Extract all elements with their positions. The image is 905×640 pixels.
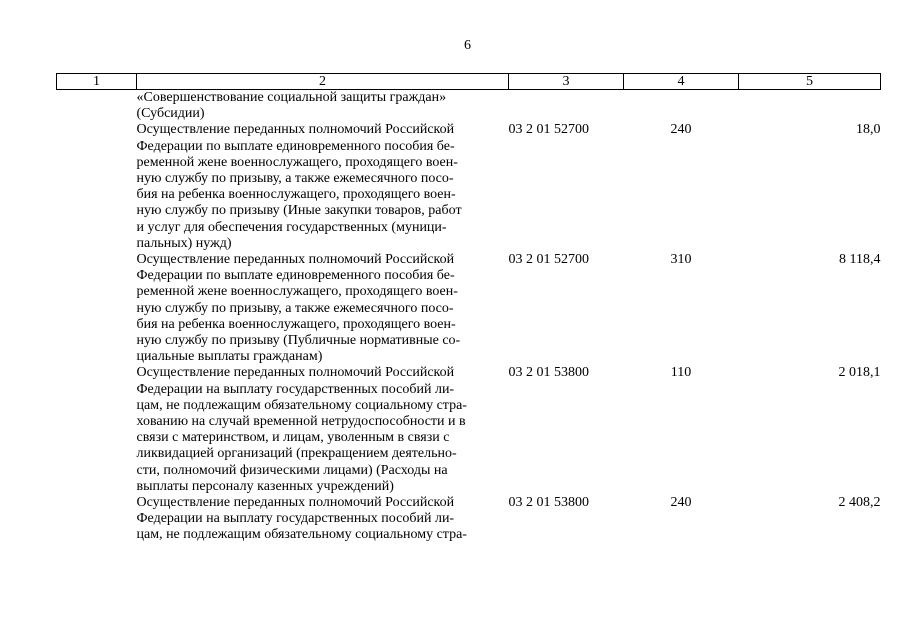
row-number-cell xyxy=(57,90,137,123)
row-amount: 2 018,1 xyxy=(838,365,881,381)
table-row xyxy=(57,495,881,544)
page-number: 6 xyxy=(464,38,471,53)
row-number-cell xyxy=(57,122,137,252)
row-target-code: 03 2 01 52700 xyxy=(508,122,589,138)
row-amount: 2 408,2 xyxy=(838,495,881,511)
description-line: ную службу по призыву, а также ежемесячного посо- xyxy=(136,171,454,187)
table-row xyxy=(57,122,881,252)
row-expense-type xyxy=(624,90,739,123)
row-amount: 8 118,4 xyxy=(839,252,881,268)
row-description xyxy=(137,122,509,252)
description-line: Федерации на выплату государственных пособий ли- xyxy=(136,511,455,527)
description-line: связи с материнством, и лицам, уволенным в связи с xyxy=(136,430,450,446)
row-expense-type: 310 xyxy=(670,252,692,268)
header-col-4: 4 xyxy=(624,74,739,90)
description-line: ную службу по призыву (Иные закупки товаров, работ xyxy=(136,203,462,219)
row-number-cell xyxy=(57,365,137,495)
description-line: цам, не подлежащим обязательному социальному стра- xyxy=(136,397,467,413)
description-line: хованию на случай временной нетрудоспособности и в xyxy=(136,414,466,430)
description-line: Осуществление переданных полномочий Российской xyxy=(136,495,455,511)
description-line: Федерации по выплате единовременного пособия бе- xyxy=(136,268,455,284)
row-description xyxy=(137,365,509,495)
description-line: циальные выплаты гражданам) xyxy=(136,349,323,365)
description-line: Федерации на выплату государственных пособий ли- xyxy=(136,381,455,397)
description-line: бия на ребенка военнослужащего, проходящего воен- xyxy=(136,187,456,203)
table-body xyxy=(57,90,881,544)
row-target-code: 03 2 01 52700 xyxy=(508,252,589,268)
description-line: выплаты персоналу казенных учреждений) xyxy=(136,478,394,494)
row-expense-type: 240 xyxy=(670,495,692,511)
description-line: цам, не подлежащим обязательному социальному стра- xyxy=(136,527,467,543)
table-row xyxy=(57,252,881,365)
row-target-code: 03 2 01 53800 xyxy=(508,495,589,511)
table-row xyxy=(57,90,881,123)
description-line: ременной жене военнослужащего, проходящего воен- xyxy=(136,284,458,300)
row-expense-type: 110 xyxy=(670,365,692,381)
description-line: «Совершенствование социальной защиты граждан» xyxy=(136,90,447,105)
description-line: бия на ребенка военнослужащего, проходящего воен- xyxy=(136,316,456,332)
header-col-3: 3 xyxy=(509,74,624,90)
description-line: Осуществление переданных полномочий Российской xyxy=(136,122,455,138)
row-number-cell xyxy=(57,252,137,365)
description-line: сти, полномочий физическими лицами) (Расходы на xyxy=(136,462,448,478)
description-line: (Субсидии) xyxy=(136,106,205,122)
header-col-2: 2 xyxy=(137,74,509,90)
description-line: ликвидацией организаций (прекращением деятельно- xyxy=(136,446,457,462)
description-line: Осуществление переданных полномочий Российской xyxy=(136,365,455,381)
description-line: пальных) нужд) xyxy=(136,235,232,251)
description-line: ную службу по призыву (Публичные нормативные со- xyxy=(136,333,461,349)
description-line: Осуществление переданных полномочий Российской xyxy=(136,252,455,268)
row-description xyxy=(137,90,509,123)
table-row xyxy=(57,365,881,495)
row-description xyxy=(137,495,509,544)
row-number-cell xyxy=(57,495,137,544)
header-col-5: 5 xyxy=(739,74,881,90)
description-line: ременной жене военнослужащего, проходящего воен- xyxy=(136,154,458,170)
row-amount xyxy=(739,90,881,123)
budget-table xyxy=(56,73,881,544)
header-row xyxy=(57,74,881,90)
description-line: Федерации по выплате единовременного пособия бе- xyxy=(136,138,455,154)
row-target-code xyxy=(509,90,624,123)
description-line: ную службу по призыву, а также ежемесячного посо- xyxy=(136,300,454,316)
row-target-code: 03 2 01 53800 xyxy=(508,365,589,381)
header-col-1: 1 xyxy=(57,74,137,90)
row-expense-type: 240 xyxy=(670,122,692,138)
row-description xyxy=(137,252,509,365)
row-amount: 18,0 xyxy=(856,122,881,138)
description-line: и услуг для обеспечения государственных (муници- xyxy=(136,219,447,235)
